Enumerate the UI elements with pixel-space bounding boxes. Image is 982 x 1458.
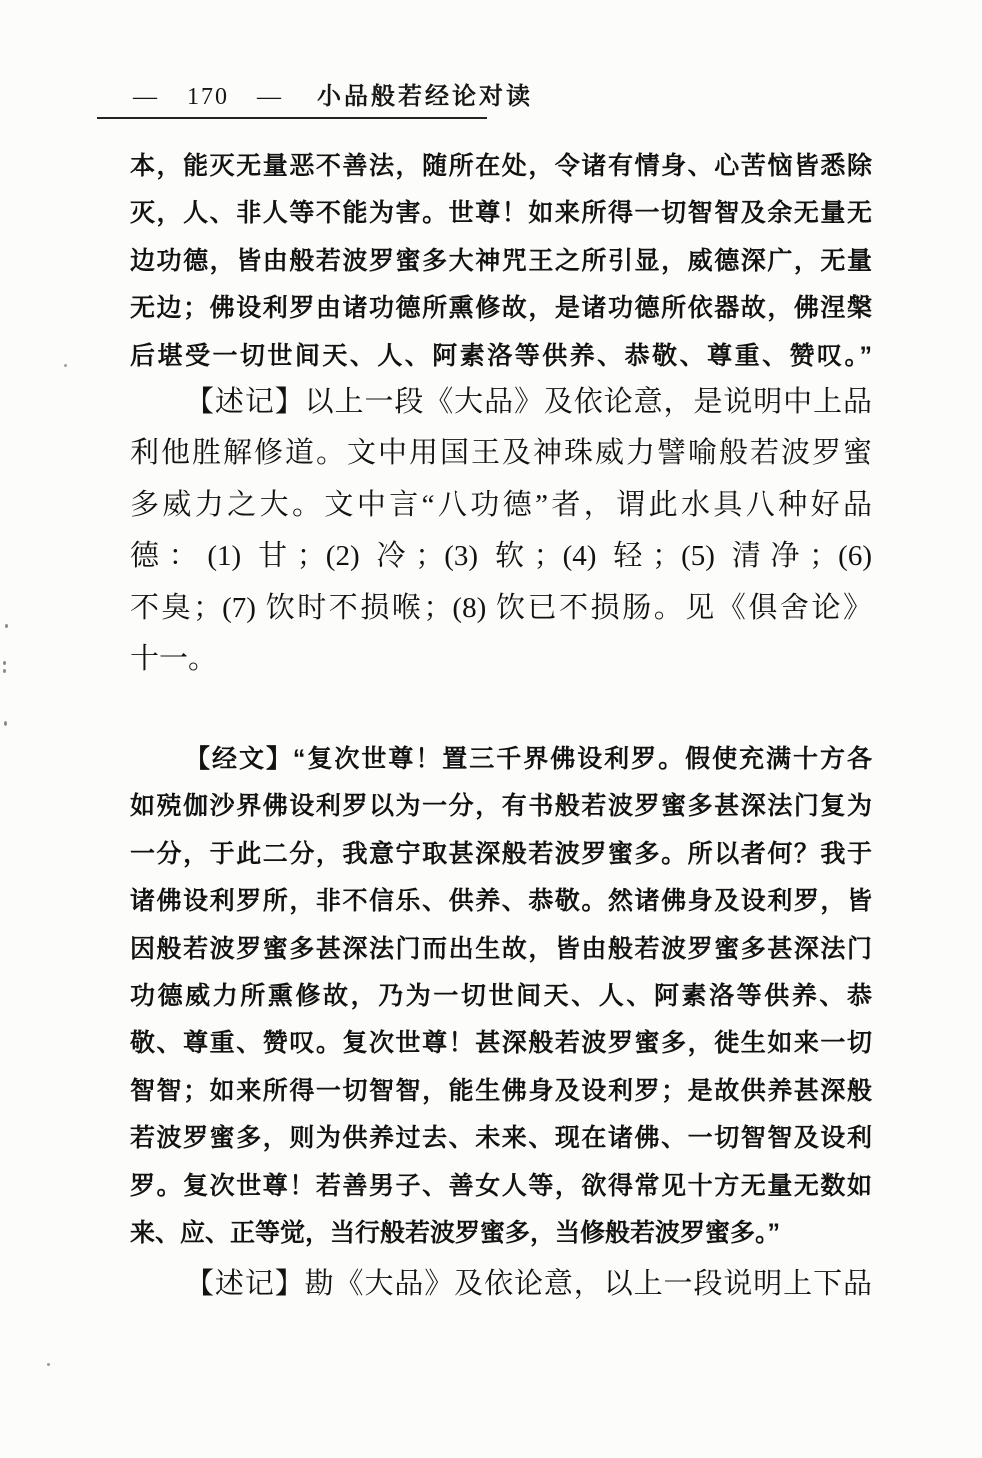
text-line: 罗。复次世尊！若善男子、善女人等，欲得常见十方无量无数如 <box>130 1171 872 1200</box>
text-line: 智智；如来所得一切智智，能生佛身及设利罗；是故供养甚深般 <box>130 1076 872 1105</box>
header-underline <box>97 117 487 119</box>
text-line: 功德威力所熏修故，乃为一切世间天、人、阿素洛等供养、恭 <box>130 981 872 1010</box>
text-line: 因般若波罗蜜多甚深法门而出生故，皆由般若波罗蜜多甚深法门 <box>130 934 872 963</box>
text-line: 【述记】勘《大品》及依论意，以上一段说明上下品 <box>185 1268 872 1300</box>
text-line: 多威力之大。文中言“八功德”者，谓此水具八种好品 <box>130 488 872 521</box>
text-line: 诸佛设利罗所，非不信乐、供养、恭敬。然诸佛身及设利罗，皆 <box>130 887 872 916</box>
text-line: 如殑伽沙界佛设利罗以为一分，有书般若波罗蜜多甚深法门复为 <box>130 792 872 821</box>
text-line: 敬、尊重、赞叹。复次世尊！甚深般若波罗蜜多，徙生如来一切 <box>130 1029 872 1058</box>
text-line: 本，能灭无量恶不善法，随所在处，令诸有情身、心苦恼皆悉除 <box>130 152 872 180</box>
page-header <box>133 76 533 111</box>
book-title: 小品般若经论对读 <box>317 84 533 110</box>
text-line: 无边；佛设利罗由诸功德所熏修故，是诸功德所依器故，佛涅槃 <box>130 294 872 323</box>
text-line: 利他胜解修道。文中用国王及神珠威力譬喻般若波罗蜜 <box>130 437 872 470</box>
text-line: 一分，于此二分，我意宁取甚深般若波罗蜜多。所以者何？我于 <box>130 839 872 868</box>
scan-speck <box>47 1363 50 1366</box>
text-line: 灭，人、非人等不能为害。世尊！如来所得一切智智及余无量无 <box>130 199 872 228</box>
text-line: 十一。 <box>130 642 218 675</box>
text-line: 后堪受一切世间天、人、阿素洛等供养、恭敬、尊重、赞叹。” <box>130 341 872 370</box>
sutra-paragraph-top <box>130 143 872 380</box>
text-line: 边功德，皆由般若波罗蜜多大神咒王之所引显，威德深广，无量 <box>130 246 872 275</box>
commentary-paragraph-shuji <box>130 377 872 685</box>
scan-speck <box>4 721 7 726</box>
scan-speck <box>64 364 67 367</box>
text-line: 若波罗蜜多，则为供养过去、未来、现在诸佛、一切智智及设利 <box>130 1124 872 1153</box>
text-line: 【述记】以上一段《大品》及依论意，是说明中上品 <box>185 386 872 418</box>
scan-speck <box>5 624 8 628</box>
commentary-paragraph-shuji-bottom <box>130 1259 872 1310</box>
text-line: 来、应、正等觉，当行般若波罗蜜多，当修般若波罗蜜多。” <box>130 1218 781 1247</box>
text-line: 不臭；(7) 饮时不损喉；(8) 饮已不损肠。见《俱舍论》 <box>130 591 872 624</box>
scan-speck <box>3 661 6 665</box>
text-line: 德：(1) 甘；(2) 冷；(3) 软；(4) 轻；(5) 清净；(6) <box>130 540 872 573</box>
text-line: 【经文】“复次世尊！置三千界佛设利罗。假使充满十方各 <box>185 745 872 773</box>
sutra-paragraph-jingwen <box>130 736 872 1257</box>
page-number: — 170 — <box>133 84 283 110</box>
